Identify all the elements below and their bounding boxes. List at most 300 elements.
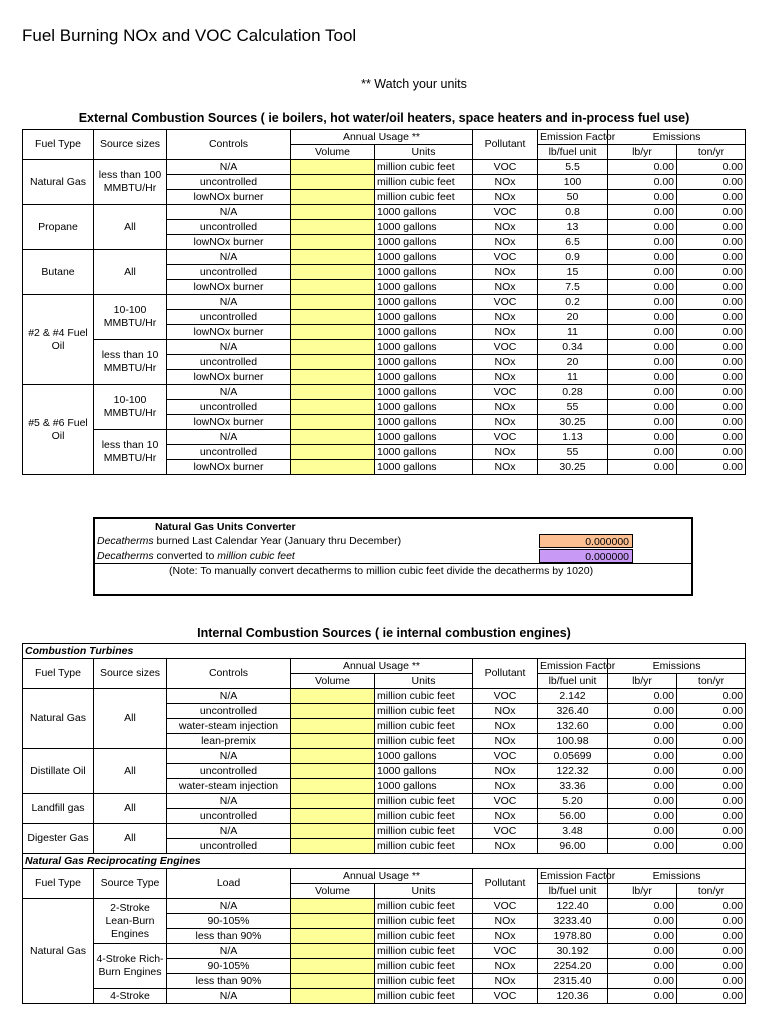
converter-row2-mid: converted to (153, 550, 218, 562)
emissions-ton-cell: 0.00 (677, 929, 746, 944)
converter-note: (Note: To manually convert decatherms to million cubic feet divide the decatherms by 1020) (169, 565, 594, 577)
fuel-type-cell: #2 & #4 Fuel Oil (23, 295, 94, 385)
emissions-ton-cell: 0.00 (677, 764, 746, 779)
emissions-ton-cell: 0.00 (677, 749, 746, 764)
emissions-lb-cell: 0.00 (608, 415, 677, 430)
pollutant-cell: VOC (473, 250, 538, 265)
header-emission-factor: Emission Factor (538, 659, 608, 674)
emissions-lb-cell: 0.00 (608, 794, 677, 809)
decatherms-burned-input[interactable]: 0.000000 (539, 534, 633, 548)
pollutant-cell: VOC (473, 205, 538, 220)
emission-factor-cell: 2315.40 (538, 974, 608, 989)
emissions-lb-cell: 0.00 (608, 959, 677, 974)
emission-factor-cell: 5.5 (538, 160, 608, 175)
pollutant-cell: NOx (473, 839, 538, 854)
control-cell: water-steam injection (167, 779, 291, 794)
emissions-lb-cell: 0.00 (608, 205, 677, 220)
units-cell: million cubic feet (375, 809, 473, 824)
source-type-cell: 4-Stroke Rich-Burn Engines (94, 944, 167, 989)
header-fuel-type: Fuel Type (23, 130, 94, 160)
header-emissions: Emissions (608, 869, 746, 884)
units-cell: million cubic feet (375, 824, 473, 839)
emission-factor-cell: 13 (538, 220, 608, 235)
emission-factor-cell: 56.00 (538, 809, 608, 824)
header-lb-yr: lb/yr (608, 145, 677, 160)
emissions-ton-cell: 0.00 (677, 280, 746, 295)
control-cell: N/A (167, 385, 291, 400)
header-controls: Controls (167, 659, 291, 689)
emission-factor-cell: 55 (538, 400, 608, 415)
fuel-type-cell: Landfill gas (23, 794, 94, 824)
source-size-cell: All (94, 205, 167, 250)
emissions-lb-cell: 0.00 (608, 824, 677, 839)
header-source-type: Source Type (94, 869, 167, 899)
emissions-ton-cell: 0.00 (677, 460, 746, 475)
header-ef-unit: lb/fuel unit (538, 145, 608, 160)
header-lb-yr: lb/yr (608, 884, 677, 899)
emissions-ton-cell: 0.00 (677, 430, 746, 445)
control-cell: lowNOx burner (167, 325, 291, 340)
header-load: Load (167, 869, 291, 899)
emissions-ton-cell: 0.00 (677, 899, 746, 914)
volume-input[interactable] (291, 340, 375, 355)
pollutant-cell: VOC (473, 295, 538, 310)
units-cell: 1000 gallons (375, 310, 473, 325)
header-source-sizes: Source sizes (94, 659, 167, 689)
volume-input[interactable] (291, 764, 375, 779)
emission-factor-cell: 2254.20 (538, 959, 608, 974)
header-emission-factor: Emission Factor (538, 130, 608, 145)
units-cell: million cubic feet (375, 190, 473, 205)
control-cell: N/A (167, 205, 291, 220)
pollutant-cell: NOx (473, 914, 538, 929)
emissions-lb-cell: 0.00 (608, 899, 677, 914)
emissions-lb-cell: 0.00 (608, 355, 677, 370)
units-cell: million cubic feet (375, 734, 473, 749)
control-cell: N/A (167, 689, 291, 704)
volume-input[interactable] (291, 415, 375, 430)
emissions-lb-cell: 0.00 (608, 325, 677, 340)
units-cell: million cubic feet (375, 914, 473, 929)
emission-factor-cell: 0.34 (538, 340, 608, 355)
emissions-ton-cell: 0.00 (677, 689, 746, 704)
emissions-ton-cell: 0.00 (677, 445, 746, 460)
emissions-ton-cell: 0.00 (677, 190, 746, 205)
emissions-ton-cell: 0.00 (677, 400, 746, 415)
emissions-lb-cell: 0.00 (608, 265, 677, 280)
source-size-cell: 10-100 MMBTU/Hr (94, 385, 167, 430)
converter-row1-em: Decatherms (97, 535, 154, 547)
emissions-ton-cell: 0.00 (677, 250, 746, 265)
control-cell: water-steam injection (167, 719, 291, 734)
control-cell: uncontrolled (167, 839, 291, 854)
header-emissions: Emissions (608, 659, 746, 674)
header-units: Units (375, 674, 473, 689)
external-combustion-table (22, 129, 746, 475)
emission-factor-cell: 30.25 (538, 460, 608, 475)
volume-input[interactable] (291, 235, 375, 250)
control-cell: uncontrolled (167, 764, 291, 779)
units-cell: 1000 gallons (375, 205, 473, 220)
volume-input[interactable] (291, 265, 375, 280)
header-ton-yr: ton/yr (677, 674, 746, 689)
volume-input[interactable] (291, 295, 375, 310)
header-units: Units (375, 145, 473, 160)
units-cell: 1000 gallons (375, 460, 473, 475)
emission-factor-cell: 11 (538, 370, 608, 385)
emission-factor-cell: 3.48 (538, 824, 608, 839)
emissions-ton-cell: 0.00 (677, 734, 746, 749)
emission-factor-cell: 0.05699 (538, 749, 608, 764)
volume-input[interactable] (291, 190, 375, 205)
volume-input[interactable] (291, 460, 375, 475)
pollutant-cell: NOx (473, 355, 538, 370)
emissions-lb-cell: 0.00 (608, 734, 677, 749)
emissions-ton-cell: 0.00 (677, 385, 746, 400)
pollutant-cell: VOC (473, 989, 538, 1004)
emissions-lb-cell: 0.00 (608, 280, 677, 295)
fuel-type-cell: Propane (23, 205, 94, 250)
emissions-lb-cell: 0.00 (608, 779, 677, 794)
emission-factor-cell: 132.60 (538, 719, 608, 734)
emissions-lb-cell: 0.00 (608, 160, 677, 175)
pollutant-cell: NOx (473, 460, 538, 475)
pollutant-cell: NOx (473, 175, 538, 190)
pollutant-cell: NOx (473, 974, 538, 989)
emissions-ton-cell: 0.00 (677, 779, 746, 794)
emissions-ton-cell: 0.00 (677, 325, 746, 340)
pollutant-cell: NOx (473, 779, 538, 794)
emissions-lb-cell: 0.00 (608, 340, 677, 355)
pollutant-cell: VOC (473, 824, 538, 839)
source-size-cell: All (94, 749, 167, 794)
units-cell: 1000 gallons (375, 250, 473, 265)
emissions-ton-cell: 0.00 (677, 719, 746, 734)
emissions-ton-cell: 0.00 (677, 959, 746, 974)
units-cell: 1000 gallons (375, 415, 473, 430)
emissions-ton-cell: 0.00 (677, 265, 746, 280)
control-cell: lowNOx burner (167, 415, 291, 430)
control-cell: uncontrolled (167, 265, 291, 280)
source-size-cell: less than 100 MMBTU/Hr (94, 160, 167, 205)
volume-input[interactable] (291, 355, 375, 370)
source-size-cell: less than 10 MMBTU/Hr (94, 430, 167, 475)
control-cell: uncontrolled (167, 175, 291, 190)
emissions-ton-cell: 0.00 (677, 235, 746, 250)
emissions-lb-cell: 0.00 (608, 689, 677, 704)
pollutant-cell: VOC (473, 689, 538, 704)
header-emissions: Emissions (608, 130, 746, 145)
emissions-lb-cell: 0.00 (608, 175, 677, 190)
fuel-type-cell: Natural Gas (23, 899, 94, 1004)
volume-input[interactable] (291, 734, 375, 749)
emissions-lb-cell: 0.00 (608, 944, 677, 959)
volume-input[interactable] (291, 385, 375, 400)
control-cell: uncontrolled (167, 355, 291, 370)
emissions-ton-cell: 0.00 (677, 175, 746, 190)
emissions-lb-cell: 0.00 (608, 190, 677, 205)
pollutant-cell: NOx (473, 929, 538, 944)
units-cell: 1000 gallons (375, 280, 473, 295)
load-cell: N/A (167, 989, 291, 1004)
volume-input[interactable] (291, 794, 375, 809)
volume-input[interactable] (291, 175, 375, 190)
emissions-lb-cell: 0.00 (608, 400, 677, 415)
control-cell: N/A (167, 749, 291, 764)
volume-input[interactable] (291, 839, 375, 854)
fuel-type-cell: Distillate Oil (23, 749, 94, 794)
fuel-type-cell: Digester Gas (23, 824, 94, 854)
header-source-sizes: Source sizes (94, 130, 167, 160)
volume-input[interactable] (291, 749, 375, 764)
volume-input[interactable] (291, 205, 375, 220)
table-row (23, 340, 746, 355)
volume-input[interactable] (291, 445, 375, 460)
control-cell: N/A (167, 160, 291, 175)
emissions-lb-cell: 0.00 (608, 445, 677, 460)
emission-factor-cell: 120.36 (538, 989, 608, 1004)
emissions-lb-cell: 0.00 (608, 764, 677, 779)
units-cell: 1000 gallons (375, 445, 473, 460)
table-row (23, 295, 746, 310)
emission-factor-cell: 100.98 (538, 734, 608, 749)
volume-input[interactable] (291, 430, 375, 445)
emissions-lb-cell: 0.00 (608, 839, 677, 854)
source-size-cell: All (94, 824, 167, 854)
units-cell: million cubic feet (375, 974, 473, 989)
emissions-lb-cell: 0.00 (608, 295, 677, 310)
external-heading: External Combustion Sources ( ie boilers, hot water/oil heaters, space heaters and in-process fuel use) (78, 111, 690, 125)
emissions-lb-cell: 0.00 (608, 250, 677, 265)
pollutant-cell: VOC (473, 385, 538, 400)
emission-factor-cell: 0.8 (538, 205, 608, 220)
emissions-lb-cell: 0.00 (608, 719, 677, 734)
control-cell: uncontrolled (167, 400, 291, 415)
control-cell: uncontrolled (167, 220, 291, 235)
emissions-lb-cell: 0.00 (608, 749, 677, 764)
volume-input[interactable] (291, 989, 375, 1004)
natural-gas-units-converter (93, 517, 693, 596)
header-ef-unit: lb/fuel unit (538, 884, 608, 899)
load-cell: 90-105% (167, 959, 291, 974)
volume-input[interactable] (291, 719, 375, 734)
volume-input[interactable] (291, 280, 375, 295)
pollutant-cell: NOx (473, 190, 538, 205)
table-row (23, 160, 746, 175)
units-cell: 1000 gallons (375, 779, 473, 794)
converter-row2-em2: million cubic feet (217, 550, 295, 562)
load-cell: less than 90% (167, 974, 291, 989)
emissions-lb-cell: 0.00 (608, 235, 677, 250)
table-row (23, 824, 746, 839)
pollutant-cell: NOx (473, 445, 538, 460)
emissions-lb-cell: 0.00 (608, 929, 677, 944)
pollutant-cell: NOx (473, 235, 538, 250)
volume-input[interactable] (291, 370, 375, 385)
units-cell: million cubic feet (375, 719, 473, 734)
header-ton-yr: ton/yr (677, 884, 746, 899)
volume-input[interactable] (291, 779, 375, 794)
pollutant-cell: NOx (473, 310, 538, 325)
header-pollutant: Pollutant (473, 659, 538, 689)
pollutant-cell: VOC (473, 944, 538, 959)
emissions-ton-cell: 0.00 (677, 310, 746, 325)
emissions-ton-cell: 0.00 (677, 839, 746, 854)
emissions-lb-cell: 0.00 (608, 310, 677, 325)
header-fuel-type: Fuel Type (23, 869, 94, 899)
pollutant-cell: NOx (473, 719, 538, 734)
emissions-ton-cell: 0.00 (677, 340, 746, 355)
volume-input[interactable] (291, 160, 375, 175)
emission-factor-cell: 0.2 (538, 295, 608, 310)
pollutant-cell: VOC (473, 749, 538, 764)
units-cell: 1000 gallons (375, 325, 473, 340)
emission-factor-cell: 15 (538, 265, 608, 280)
units-cell: 1000 gallons (375, 220, 473, 235)
control-cell: N/A (167, 340, 291, 355)
volume-input[interactable] (291, 325, 375, 340)
recip-section-label: Natural Gas Reciprocating Engines (23, 854, 746, 869)
million-cubic-feet-output: 0.000000 (539, 549, 633, 563)
volume-input[interactable] (291, 809, 375, 824)
volume-input[interactable] (291, 310, 375, 325)
volume-input[interactable] (291, 944, 375, 959)
emissions-lb-cell: 0.00 (608, 809, 677, 824)
emission-factor-cell: 2.142 (538, 689, 608, 704)
units-cell: 1000 gallons (375, 355, 473, 370)
emissions-ton-cell: 0.00 (677, 989, 746, 1004)
units-cell: million cubic feet (375, 175, 473, 190)
pollutant-cell: NOx (473, 734, 538, 749)
pollutant-cell: NOx (473, 220, 538, 235)
table-row (23, 749, 746, 764)
control-cell: lowNOx burner (167, 370, 291, 385)
units-cell: million cubic feet (375, 959, 473, 974)
pollutant-cell: VOC (473, 899, 538, 914)
volume-input[interactable] (291, 824, 375, 839)
emission-factor-cell: 100 (538, 175, 608, 190)
pollutant-cell: NOx (473, 764, 538, 779)
table-row (23, 430, 746, 445)
pollutant-cell: VOC (473, 340, 538, 355)
emission-factor-cell: 326.40 (538, 704, 608, 719)
emission-factor-cell: 6.5 (538, 235, 608, 250)
emissions-ton-cell: 0.00 (677, 160, 746, 175)
table-row (23, 794, 746, 809)
control-cell: N/A (167, 824, 291, 839)
header-lb-yr: lb/yr (608, 674, 677, 689)
pollutant-cell: NOx (473, 704, 538, 719)
emission-factor-cell: 0.9 (538, 250, 608, 265)
units-cell: 1000 gallons (375, 764, 473, 779)
units-cell: 1000 gallons (375, 235, 473, 250)
emissions-ton-cell: 0.00 (677, 220, 746, 235)
emissions-ton-cell: 0.00 (677, 824, 746, 839)
internal-heading: Internal Combustion Sources ( ie internal combustion engines) (197, 626, 571, 640)
pollutant-cell: NOx (473, 280, 538, 295)
volume-input[interactable] (291, 250, 375, 265)
emissions-ton-cell: 0.00 (677, 704, 746, 719)
units-cell: 1000 gallons (375, 265, 473, 280)
pollutant-cell: NOx (473, 265, 538, 280)
converter-title: Natural Gas Units Converter (155, 521, 296, 533)
header-volume: Volume (291, 145, 375, 160)
converter-row2-em: Decatherms (97, 550, 154, 562)
table-row (23, 250, 746, 265)
emissions-ton-cell: 0.00 (677, 944, 746, 959)
units-cell: 1000 gallons (375, 295, 473, 310)
volume-input[interactable] (291, 400, 375, 415)
units-cell: million cubic feet (375, 704, 473, 719)
emission-factor-cell: 1978.80 (538, 929, 608, 944)
volume-input[interactable] (291, 220, 375, 235)
units-cell: million cubic feet (375, 929, 473, 944)
volume-input[interactable] (291, 689, 375, 704)
converter-row-decatherms-converted (97, 549, 295, 563)
pollutant-cell: NOx (473, 370, 538, 385)
emission-factor-cell: 20 (538, 310, 608, 325)
emission-factor-cell: 30.25 (538, 415, 608, 430)
load-cell: 90-105% (167, 914, 291, 929)
control-cell: uncontrolled (167, 809, 291, 824)
source-size-cell: less than 10 MMBTU/Hr (94, 340, 167, 385)
source-size-cell: All (94, 689, 167, 749)
volume-input[interactable] (291, 959, 375, 974)
units-cell: million cubic feet (375, 794, 473, 809)
pollutant-cell: NOx (473, 415, 538, 430)
emission-factor-cell: 7.5 (538, 280, 608, 295)
pollutant-cell: NOx (473, 400, 538, 415)
emissions-ton-cell: 0.00 (677, 415, 746, 430)
volume-input[interactable] (291, 974, 375, 989)
converter-row1-label: burned Last Calendar Year (January thru December) (153, 535, 402, 547)
units-cell: 1000 gallons (375, 370, 473, 385)
table-row (23, 689, 746, 704)
header-emission-factor: Emission Factor (538, 869, 608, 884)
load-cell: N/A (167, 944, 291, 959)
header-pollutant: Pollutant (473, 130, 538, 160)
emissions-ton-cell: 0.00 (677, 809, 746, 824)
emission-factor-cell: 33.36 (538, 779, 608, 794)
header-units: Units (375, 884, 473, 899)
units-cell: million cubic feet (375, 989, 473, 1004)
emissions-lb-cell: 0.00 (608, 914, 677, 929)
emissions-ton-cell: 0.00 (677, 794, 746, 809)
header-ef-unit: lb/fuel unit (538, 674, 608, 689)
units-cell: 1000 gallons (375, 400, 473, 415)
units-cell: 1000 gallons (375, 749, 473, 764)
source-type-cell: 2-Stroke Lean-Burn Engines (94, 899, 167, 944)
internal-combustion-table (22, 643, 746, 1004)
units-cell: million cubic feet (375, 689, 473, 704)
header-annual-usage: Annual Usage ** (291, 869, 473, 884)
fuel-type-cell: #5 & #6 Fuel Oil (23, 385, 94, 475)
pollutant-cell: VOC (473, 430, 538, 445)
pollutant-cell: VOC (473, 794, 538, 809)
fuel-type-cell: Natural Gas (23, 160, 94, 205)
control-cell: N/A (167, 295, 291, 310)
volume-input[interactable] (291, 704, 375, 719)
volume-input[interactable] (291, 929, 375, 944)
emissions-lb-cell: 0.00 (608, 989, 677, 1004)
volume-input[interactable] (291, 914, 375, 929)
source-size-cell: All (94, 794, 167, 824)
header-controls: Controls (167, 130, 291, 160)
emissions-lb-cell: 0.00 (608, 460, 677, 475)
page-title: Fuel Burning NOx and VOC Calculation Tool (22, 26, 357, 45)
volume-input[interactable] (291, 899, 375, 914)
emissions-lb-cell: 0.00 (608, 704, 677, 719)
